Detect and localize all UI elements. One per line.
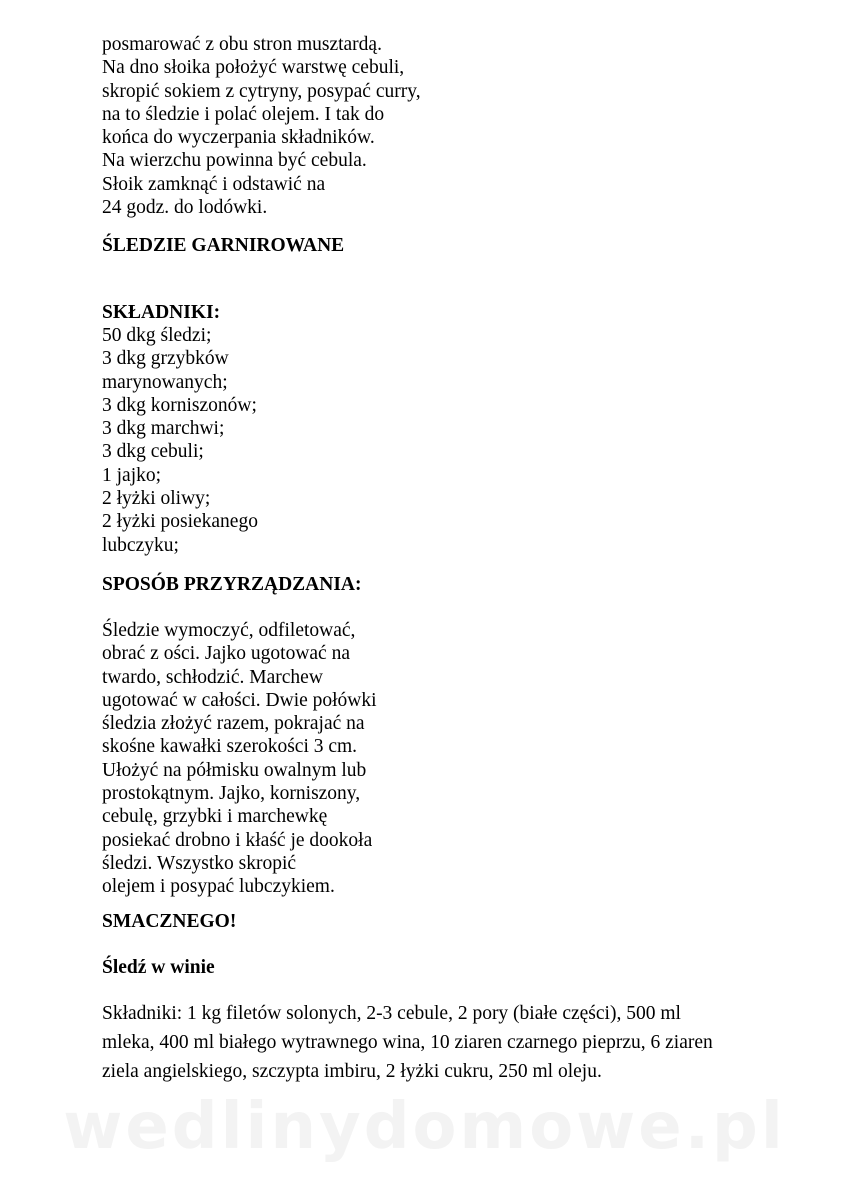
- intro-line: Na wierzchu powinna być cebula.: [102, 150, 367, 172]
- watermark: wedlinydomowe.pl: [63, 1090, 786, 1164]
- ingredients-heading: SKŁADNIKI:: [102, 302, 221, 323]
- preparation-heading: SPOSÓB PRZYRZĄDZANIA:: [102, 574, 362, 595]
- ingredient-item: 3 dkg korniszonów;: [102, 394, 257, 416]
- ingredient-item: marynowanych;: [102, 371, 228, 393]
- preparation-line: śledzia złożyć razem, pokrajać na: [102, 713, 365, 735]
- preparation-line: twardo, schłodzić. Marchew: [102, 666, 323, 688]
- closing-greeting: SMACZNEGO!: [102, 911, 237, 932]
- intro-line: końca do wyczerpania składników.: [102, 127, 375, 149]
- preparation-line: Ułożyć na półmisku owalnym lub: [102, 759, 367, 781]
- preparation-line: prostokątnym. Jajko, korniszony,: [102, 783, 361, 805]
- preparation-line: posiekać drobno i kłaść je dookoła: [102, 829, 373, 851]
- preparation-paragraph: [102, 619, 377, 899]
- intro-line: posmarować z obu stron musztardą.: [102, 34, 382, 55]
- preparation-line: olejem i posypać lubczykiem.: [102, 876, 335, 898]
- preparation-line: skośne kawałki szerokości 3 cm.: [102, 736, 358, 758]
- ingredient-item: lubczyku;: [102, 534, 179, 556]
- intro-line: 24 godz. do lodówki.: [102, 197, 268, 219]
- ingredient-item: 2 łyżki posiekanego: [102, 511, 258, 533]
- recipe-title: ŚLEDZIE GARNIROWANE: [102, 235, 345, 256]
- second-recipe-line: Składniki: 1 kg filetów solonych, 2-3 cebule, 2 pory (białe części), 500 ml: [102, 1003, 681, 1024]
- ingredient-item: 3 dkg grzybków: [102, 348, 229, 370]
- intro-paragraph: [102, 33, 421, 219]
- intro-line: Słoik zamknąć i odstawić na: [102, 173, 326, 195]
- ingredient-item: 50 dkg śledzi;: [102, 325, 212, 346]
- ingredient-item: 2 łyżki oliwy;: [102, 488, 211, 510]
- preparation-line: Śledzie wymoczyć, odfiletować,: [102, 620, 356, 641]
- second-recipe-line: mleka, 400 ml białego wytrawnego wina, 10 ziaren czarnego pieprzu, 6 ziaren: [102, 1032, 713, 1053]
- intro-line: na to śledzie i polać olejem. I tak do: [102, 103, 385, 125]
- preparation-line: śledzi. Wszystko skropić: [102, 852, 297, 874]
- intro-line: Na dno słoika położyć warstwę cebuli,: [102, 57, 405, 79]
- preparation-line: obrać z ości. Jajko ugotować na: [102, 643, 350, 665]
- second-recipe-title: Śledź w winie: [102, 957, 215, 978]
- ingredient-item: 3 dkg marchwi;: [102, 418, 225, 440]
- ingredients-list: [102, 324, 258, 557]
- preparation-line: ugotować w całości. Dwie połówki: [102, 689, 377, 711]
- second-recipe-ingredients: [102, 999, 713, 1086]
- second-recipe-line: ziela angielskiego, szczypta imbiru, 2 łyżki cukru, 250 ml oleju.: [102, 1061, 602, 1082]
- preparation-line: cebulę, grzybki i marchewkę: [102, 806, 328, 828]
- ingredient-item: 3 dkg cebuli;: [102, 441, 204, 463]
- ingredient-item: 1 jajko;: [102, 464, 162, 486]
- intro-line: skropić sokiem z cytryny, posypać curry,: [102, 80, 421, 102]
